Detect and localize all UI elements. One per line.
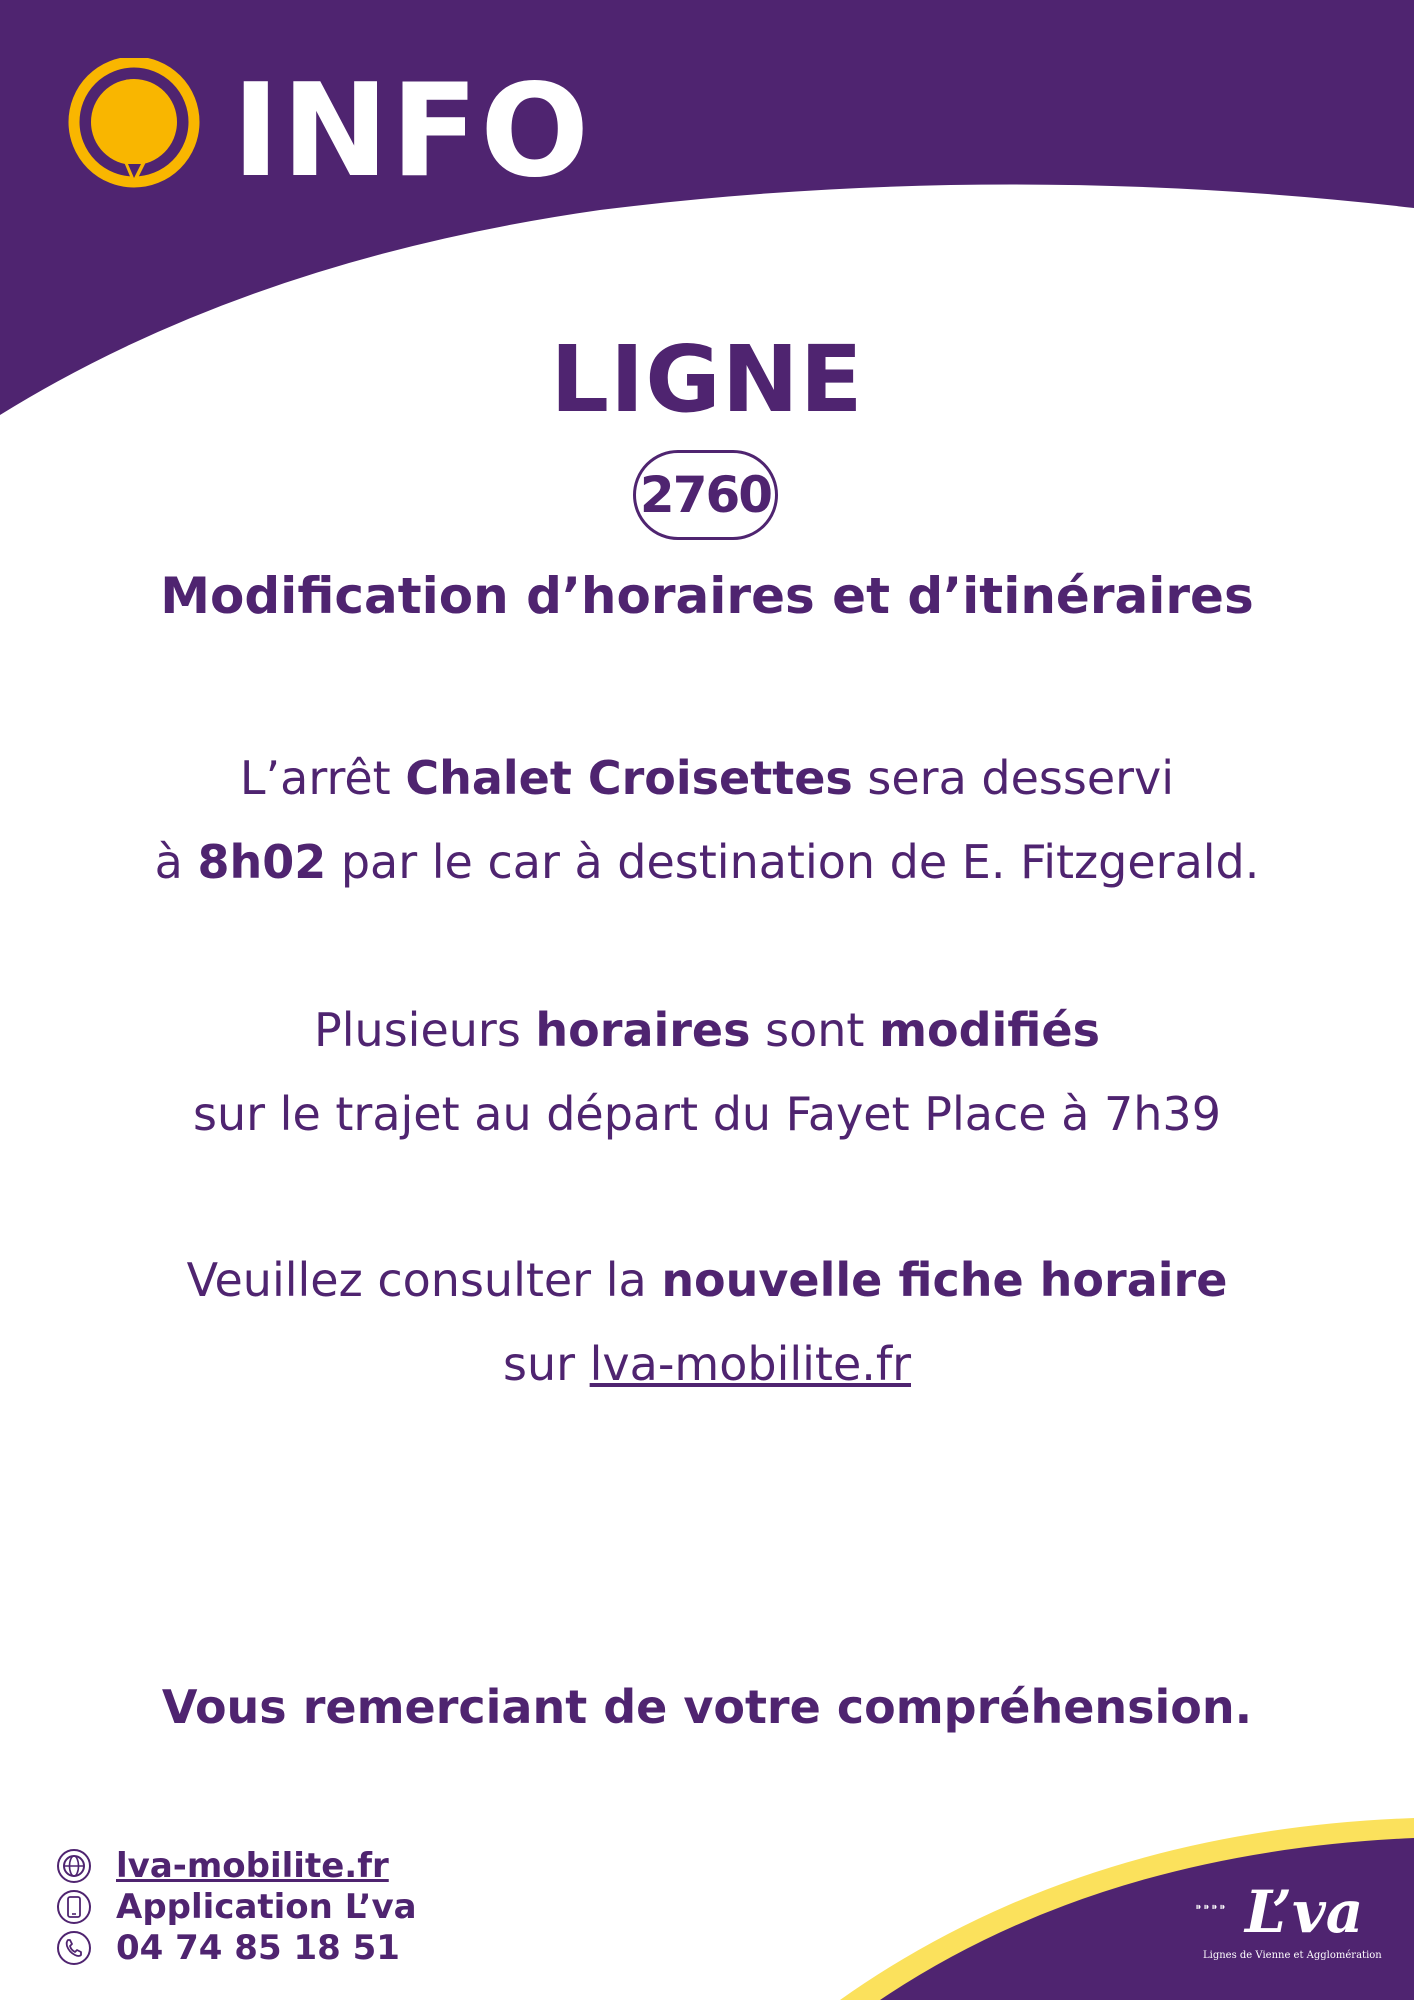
text: sur [502,1337,590,1391]
text-bold: horaires [535,1003,751,1057]
paragraph-stop [0,736,1414,904]
paragraph-schedule-line-2: sur le trajet au départ du Fayet Place à 7h39 [193,1087,1221,1141]
paragraph-stop-line-1 [0,736,1414,820]
phone-app-icon [56,1889,92,1925]
info-bubble-icon [66,58,202,194]
text-bold: modifiés [879,1003,1100,1057]
globe-icon [56,1848,92,1884]
text: L’arrêt [239,751,406,805]
paragraph-schedule-line-1 [0,988,1414,1072]
logo-wordmark: L’va [1245,1878,1364,1946]
contact-website[interactable] [56,1846,389,1886]
logo-dots: ⁍⁍⁍⁍ [1195,1900,1227,1916]
telephone-icon [56,1930,92,1966]
line-number-badge: 2760 [633,450,778,540]
text-bold: nouvelle fiche horaire [661,1253,1228,1307]
paragraph-consult [0,1238,1414,1406]
text: à [154,835,198,889]
logo-tagline: Lignes de Vienne et Agglomération [1203,1950,1382,1961]
thanks-message: Vous remerciant de votre compréhension. [161,1680,1253,1734]
header-title: INFO [232,57,591,206]
text: sont [750,1003,880,1057]
contact-phone[interactable] [56,1928,400,1968]
text: Plusieurs [314,1003,536,1057]
paragraph-consult-line-2 [0,1322,1414,1406]
app-name: Application L’va [116,1887,417,1927]
text: par le car à destination de E. Fitzgerald. [326,835,1260,889]
paragraph-stop-line-2 [0,820,1414,904]
website-link[interactable]: lva-mobilite.fr [116,1846,389,1886]
contact-app [56,1887,417,1927]
website-link[interactable]: lva-mobilite.fr [589,1337,911,1391]
lva-logo [1195,1878,1382,1966]
text: Veuillez consulter la [186,1253,662,1307]
text: sera desservi [852,751,1175,805]
line-heading: LIGNE [550,326,864,433]
stop-name: Chalet Croisettes [405,751,853,805]
paragraph-consult-line-1 [0,1238,1414,1322]
notice-subtitle: Modification d’horaires et d’itinéraires [160,567,1254,625]
departure-time: 8h02 [197,835,327,889]
paragraph-schedule [0,988,1414,1156]
phone-number[interactable]: 04 74 85 18 51 [116,1928,400,1968]
